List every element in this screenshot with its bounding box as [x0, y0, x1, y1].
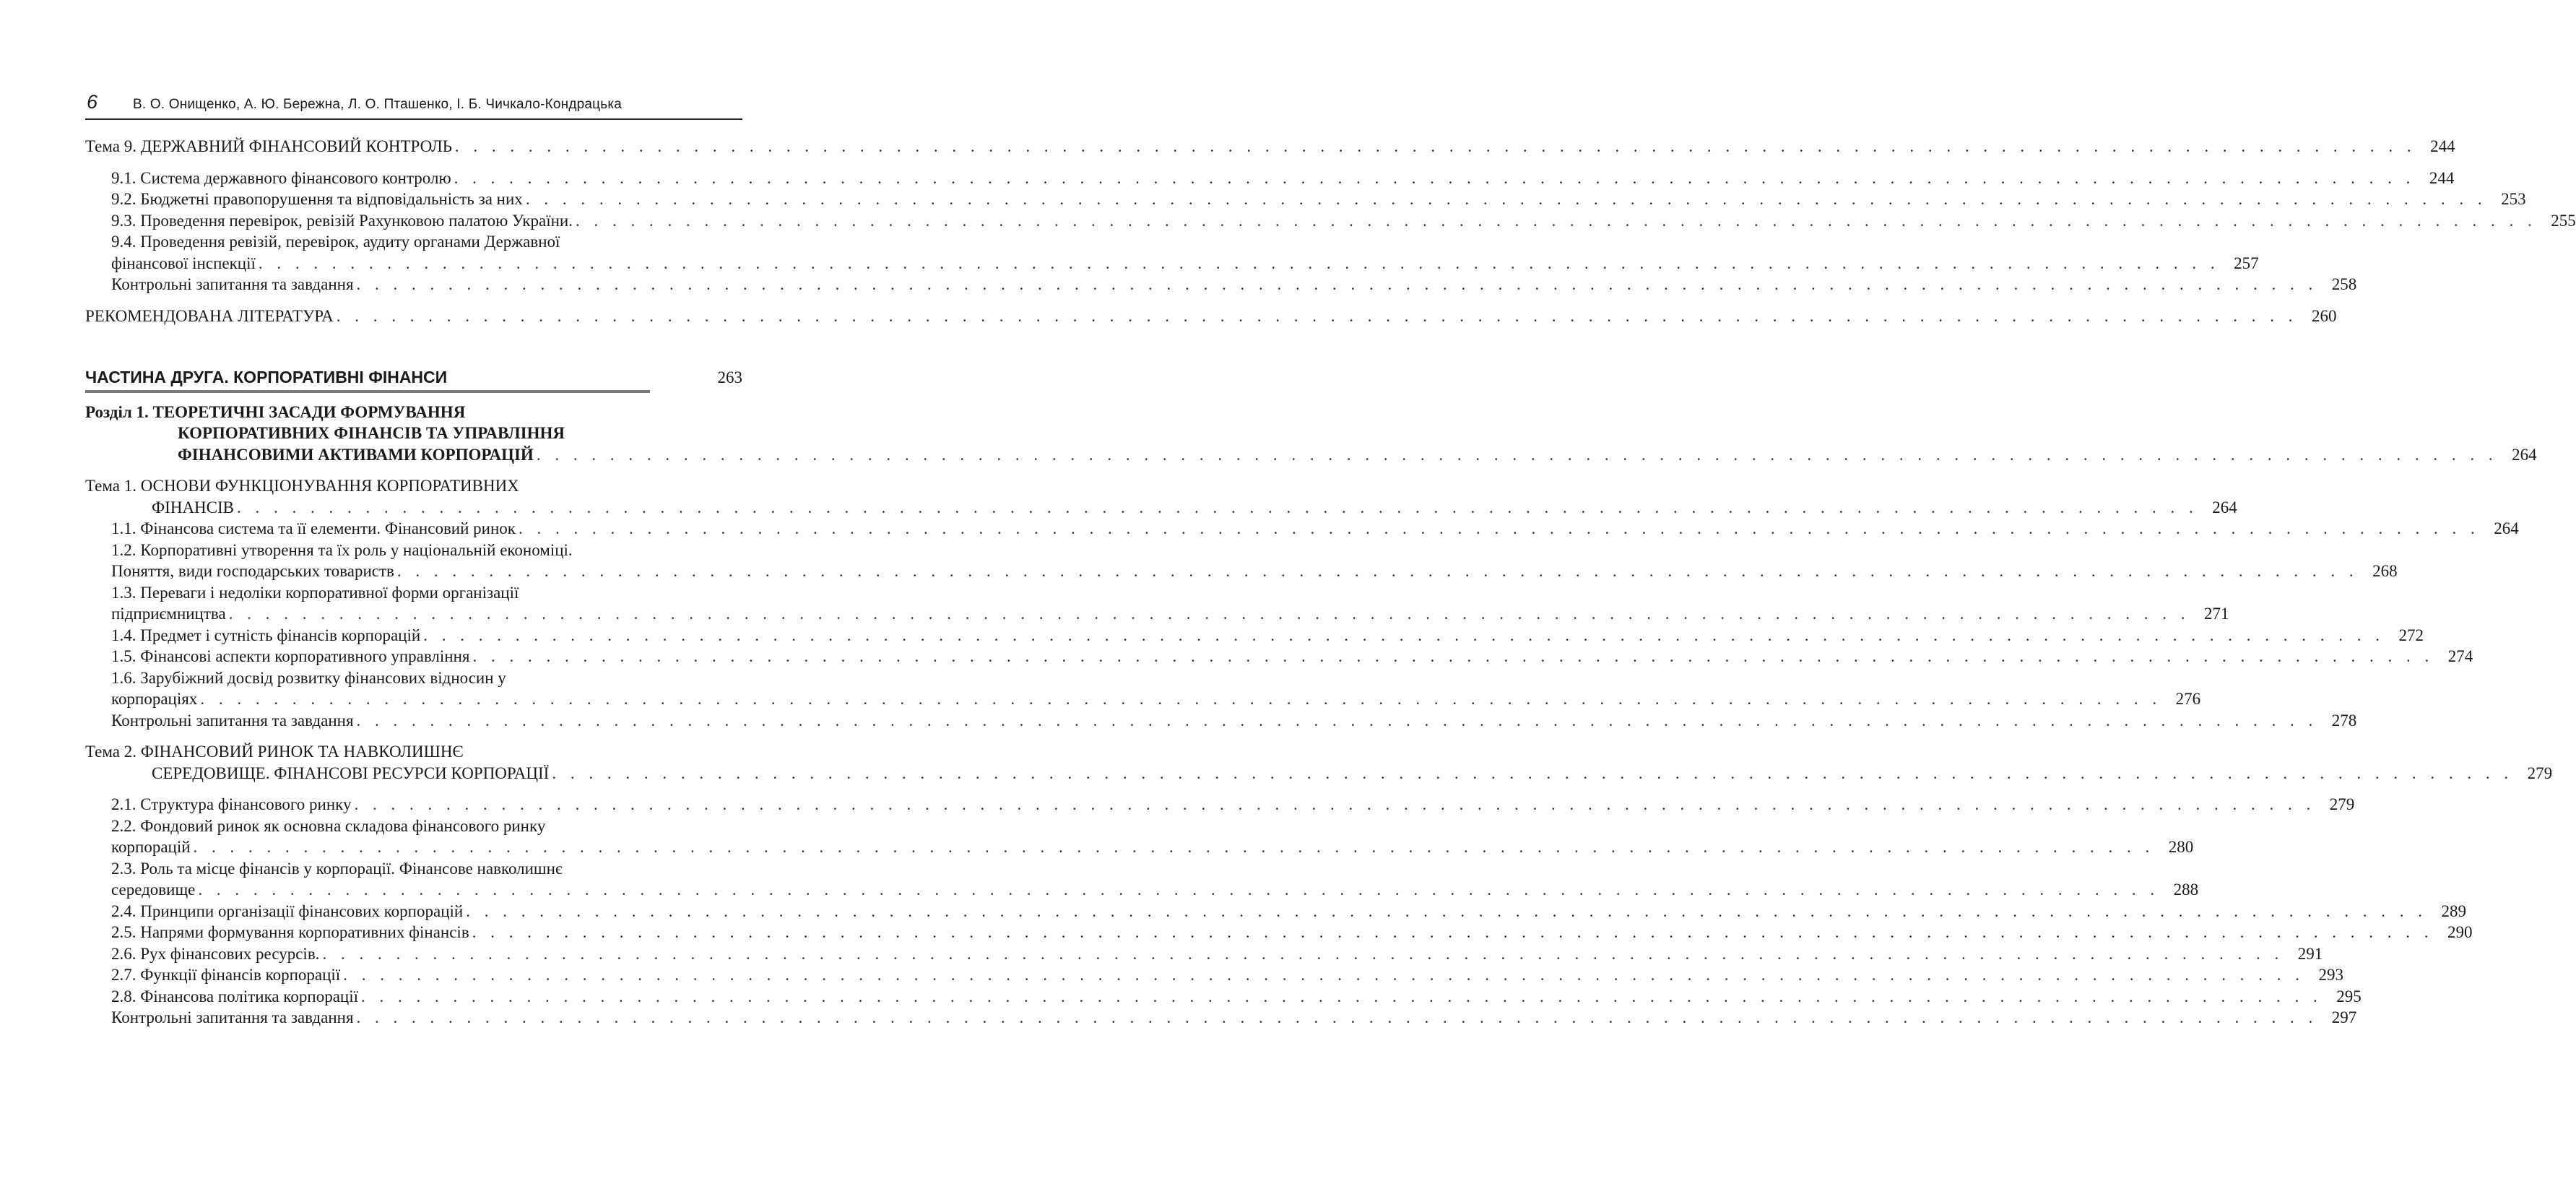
toc-entry-9-2[interactable] — [85, 189, 2526, 210]
toc-theme-2[interactable] — [85, 741, 2553, 784]
dot-leader — [519, 518, 2480, 540]
dot-leader — [537, 444, 2498, 466]
toc-entry-title: Контрольні запитання та завдання — [111, 711, 354, 730]
dot-leader — [397, 561, 2359, 582]
toc-entry-title-line2: ФІНАНСІВ — [152, 498, 235, 516]
toc-entry-2-2[interactable] — [85, 816, 2194, 858]
toc-entry-title: 1.1. Фінансова система та її елементи. Фінансовий ринок — [111, 519, 516, 537]
toc-entry-title: 9.3. Проведення перевірок, ревізій Рахунковою палатою України. — [111, 211, 573, 230]
dot-leader — [526, 189, 2487, 210]
dot-leader — [576, 210, 2537, 232]
toc-entry-title: 9.2. Бюджетні правопорушення та відповідальність за них — [111, 190, 523, 208]
toc-entry-title-line1: 1.2. Корпоративні утворення та їх роль у національній економіці. — [111, 540, 573, 559]
dot-leader — [337, 306, 2298, 327]
toc-entry-page: 244 — [2430, 137, 2455, 155]
toc-entry-2-5[interactable] — [85, 922, 2473, 943]
dot-leader — [198, 879, 2159, 901]
toc-entry-page: 278 — [2331, 711, 2357, 730]
toc-entry-page: 290 — [2447, 923, 2473, 941]
toc-entry-1-4[interactable] — [85, 625, 2424, 646]
toc-entry-title-line1: 9.4. Проведення ревізій, перевірок, аудиту органами Державної — [111, 233, 560, 251]
toc-entry-2-questions[interactable] — [85, 1007, 2357, 1029]
toc-entry-page: 263 — [717, 368, 742, 386]
toc-entry-page: 253 — [2501, 190, 2526, 208]
toc-entry-page: 264 — [2512, 445, 2537, 464]
toc-entry-9-3[interactable] — [85, 210, 2576, 232]
toc-entry-page: 272 — [2398, 626, 2424, 644]
dot-leader — [423, 625, 2385, 646]
toc-entry-1-6[interactable] — [85, 667, 2201, 710]
toc-entry-2-7[interactable] — [85, 964, 2343, 986]
dot-leader — [357, 274, 2318, 295]
toc-entry-1-2[interactable] — [85, 540, 2398, 582]
toc-entry-page: 289 — [2441, 901, 2466, 920]
toc-entry-2-4[interactable] — [85, 901, 2466, 922]
dot-leader — [472, 646, 2434, 667]
toc-entry-page: 291 — [2297, 944, 2323, 963]
toc-entry-title: 2.5. Напрями формування корпоративних фінансів — [111, 923, 469, 941]
toc-entry-title: Контрольні запитання та завдання — [111, 275, 354, 293]
toc-entry-title-line1: Тема 2. ФІНАНСОВИЙ РИНОК ТА НАВКОЛИШНЄ — [85, 743, 464, 761]
dot-leader — [357, 1007, 2318, 1029]
toc-section-1[interactable] — [85, 402, 2537, 466]
toc-entry-page: 276 — [2175, 690, 2201, 708]
dot-leader — [200, 688, 2161, 710]
toc-entry-page: 268 — [2372, 562, 2398, 580]
table-of-contents — [85, 136, 2576, 1029]
toc-entry-title: 2.1. Структура фінансового ринку — [111, 795, 352, 813]
toc-entry-1-questions[interactable] — [85, 710, 2357, 732]
toc-entry-page: 288 — [2173, 881, 2199, 899]
running-header — [85, 92, 742, 120]
dot-leader — [229, 603, 2190, 625]
toc-entry-page: 258 — [2331, 275, 2357, 293]
toc-theme-9[interactable] — [85, 136, 2455, 157]
dot-leader — [355, 794, 2316, 816]
dot-leader — [237, 497, 2198, 519]
toc-entry-title-line2: Поняття, види господарських товариств — [111, 562, 394, 580]
toc-entry-page: 255 — [2551, 211, 2576, 230]
toc-entry-2-3[interactable] — [85, 858, 2199, 901]
toc-entry-title-line2: корпорацій — [111, 838, 191, 856]
toc-entry-1-1[interactable] — [85, 518, 2519, 540]
toc-entry-page: 295 — [2336, 987, 2362, 1005]
toc-entry-2-8[interactable] — [85, 986, 2362, 1008]
toc-entry-page: 280 — [2168, 838, 2194, 856]
toc-entry-title-line2: корпораціях — [111, 690, 198, 708]
toc-entry-title: 2.7. Функції фінансів корпорації — [111, 966, 341, 984]
toc-entry-title: 2.8. Фінансова політика корпорації — [111, 987, 358, 1005]
toc-entry-page: 257 — [2234, 254, 2259, 272]
toc-entry-title: РЕКОМЕНДОВАНА ЛІТЕРАТУРА — [85, 306, 334, 325]
toc-entry-1-5[interactable] — [85, 646, 2473, 667]
toc-entry-1-3[interactable] — [85, 582, 2229, 625]
toc-entry-9-4[interactable] — [85, 231, 2259, 274]
dot-leader — [454, 168, 2416, 189]
toc-entry-page: 293 — [2318, 966, 2343, 984]
section-title-line2: КОРПОРАТИВНИХ ФІНАНСІВ ТА УПРАВЛІННЯ — [178, 424, 565, 442]
dot-leader — [194, 836, 2155, 858]
section-title-line1: Розділ 1. ТЕОРЕТИЧНІ ЗАСАДИ ФОРМУВАННЯ — [85, 402, 466, 421]
toc-entry-title: Тема 9. ДЕРЖАВНИЙ ФІНАНСОВИЙ КОНТРОЛЬ — [85, 137, 452, 155]
dot-leader — [259, 253, 2220, 274]
dot-leader — [466, 901, 2427, 922]
dot-leader — [361, 986, 2323, 1008]
toc-entry-page: 279 — [2329, 795, 2355, 813]
section-title-line3: ФІНАНСОВИМИ АКТИВАМИ КОРПОРАЦІЙ — [178, 445, 534, 464]
toc-entry-2-6[interactable] — [85, 943, 2323, 965]
toc-entry-page: 260 — [2311, 306, 2337, 325]
toc-entry-page: 264 — [2494, 519, 2519, 537]
toc-entry-9-1[interactable] — [85, 168, 2455, 189]
toc-literature[interactable] — [85, 306, 2337, 327]
toc-entry-title: 1.4. Предмет і сутність фінансів корпорацій — [111, 626, 421, 644]
toc-entry-title-line1: 1.3. Переваги і недоліки корпоративної форми організації — [111, 583, 519, 602]
toc-entry-title-line2: фінансової інспекції — [111, 254, 256, 272]
dot-leader — [455, 136, 2416, 157]
header-authors: В. О. Онищенко, А. Ю. Бережна, Л. О. Пташенко, І. Б. Чичкало-Кондрацька — [133, 97, 623, 112]
dot-leader — [472, 922, 2434, 943]
toc-entry-title-line1: 2.2. Фондовий ринок як основна складова фінансового ринку — [111, 816, 546, 835]
toc-entry-title: 2.6. Рух фінансових ресурсів. — [111, 944, 320, 963]
dot-leader — [343, 964, 2304, 986]
toc-entry-title-line1: 2.3. Роль та місце фінансів у корпорації. Фінансове навколишнє — [111, 859, 563, 878]
dot-leader — [552, 763, 2513, 784]
toc-entry-page: 271 — [2203, 605, 2229, 623]
toc-entry-page: 274 — [2447, 647, 2473, 665]
dot-leader — [357, 710, 2318, 732]
dot-leader — [322, 943, 2284, 965]
toc-theme-1[interactable] — [85, 475, 2237, 518]
toc-entry-title-line2: підприємництва — [111, 605, 226, 623]
toc-entry-title-line2: середовище — [111, 881, 196, 899]
toc-entry-9-questions[interactable] — [85, 274, 2357, 295]
toc-part-2[interactable] — [85, 367, 742, 393]
toc-entry-2-1[interactable] — [85, 794, 2355, 816]
toc-entry-title-line1: Тема 1. ОСНОВИ ФУНКЦІОНУВАННЯ КОРПОРАТИВНИХ — [85, 477, 519, 495]
toc-entry-title: Контрольні запитання та завдання — [111, 1008, 354, 1026]
toc-entry-page: 279 — [2527, 763, 2553, 782]
toc-entry-title-line2: СЕРЕДОВИЩЕ. ФІНАНСОВІ РЕСУРСИ КОРПОРАЦІЇ — [152, 763, 550, 782]
toc-entry-title: 2.4. Принципи організації фінансових корпорацій — [111, 901, 464, 920]
toc-entry-page: 244 — [2429, 168, 2455, 187]
page-number: 6 — [87, 91, 98, 113]
toc-entry-title: 9.1. Система державного фінансового контролю — [111, 168, 451, 187]
toc-entry-page: 297 — [2331, 1008, 2357, 1026]
toc-entry-title: 1.5. Фінансові аспекти корпоративного управління — [111, 647, 470, 665]
toc-entry-page: 264 — [2212, 498, 2237, 516]
part-title: ЧАСТИНА ДРУГА. КОРПОРАТИВНІ ФІНАНСИ — [85, 367, 650, 393]
toc-entry-title-line1: 1.6. Зарубіжний досвід розвитку фінансових відносин у — [111, 668, 506, 687]
